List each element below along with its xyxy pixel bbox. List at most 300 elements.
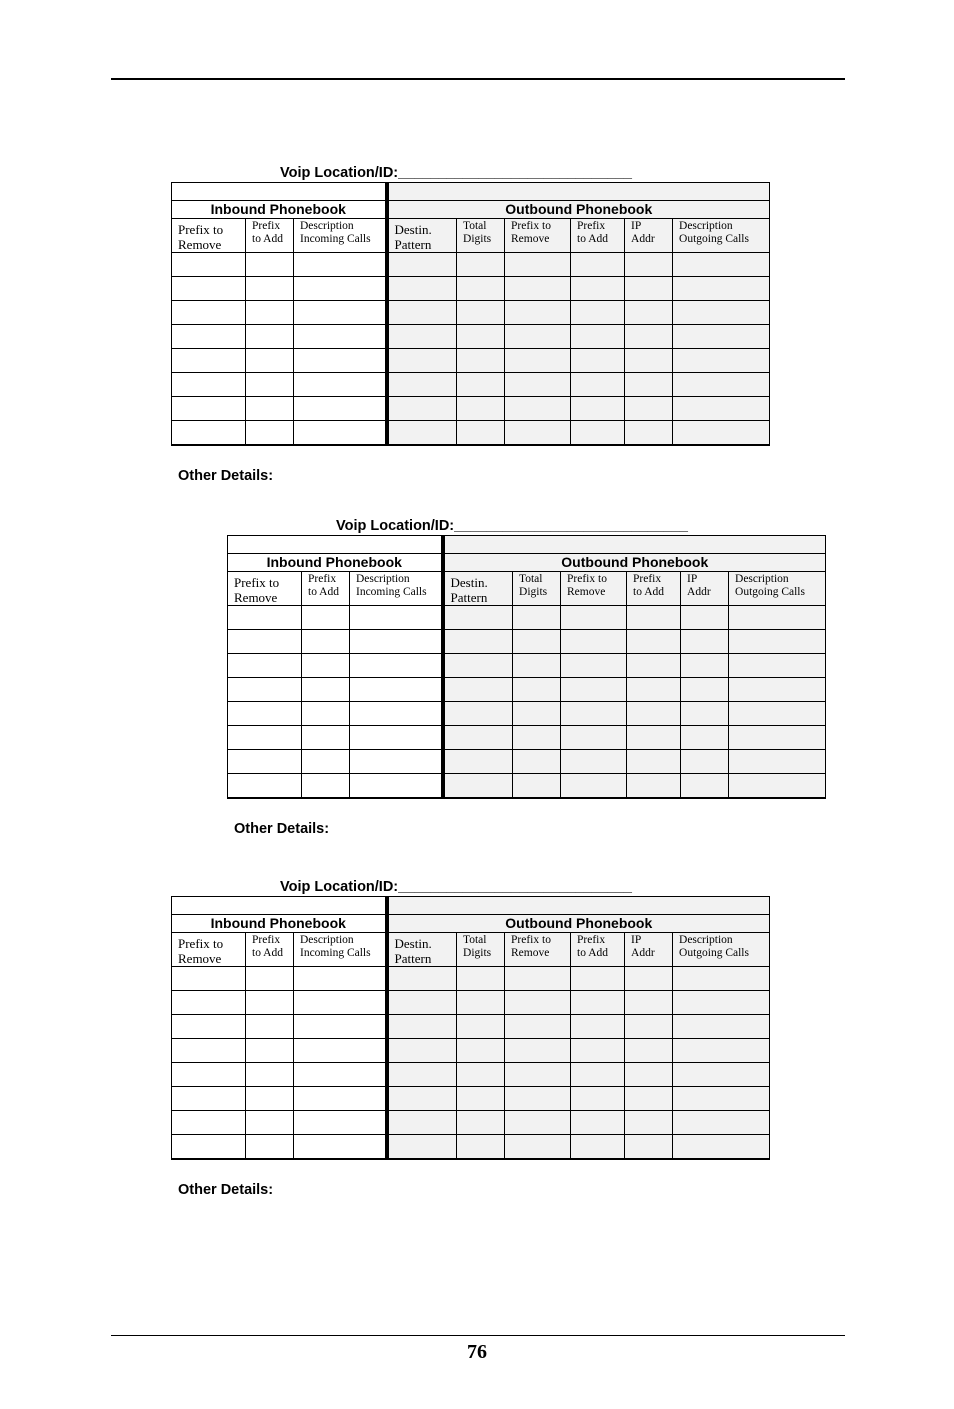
outbound-entry-cell[interactable] xyxy=(387,991,457,1015)
outbound-entry-cell[interactable] xyxy=(505,397,571,421)
outbound-entry-cell[interactable] xyxy=(387,277,457,301)
column-header-line: Prefix xyxy=(252,220,281,232)
outbound-entry-cell[interactable] xyxy=(571,1015,625,1039)
outbound-entry-cell[interactable] xyxy=(681,606,729,630)
inbound-entry-cell[interactable] xyxy=(294,1015,387,1039)
outbound-entry-cell[interactable] xyxy=(457,349,505,373)
inbound-blank-cell xyxy=(172,183,387,201)
inbound-entry-cell[interactable] xyxy=(228,774,302,799)
outbound-entry-cell[interactable] xyxy=(443,702,513,726)
outbound-entry-cell[interactable] xyxy=(505,421,571,446)
outbound-entry-cell[interactable] xyxy=(505,349,571,373)
inbound-entry-cell[interactable] xyxy=(246,421,294,446)
outbound-entry-cell[interactable] xyxy=(443,606,513,630)
outbound-entry-cell[interactable] xyxy=(443,678,513,702)
inbound-entry-cell[interactable] xyxy=(246,967,294,991)
outbound-entry-cell[interactable] xyxy=(673,373,770,397)
outbound-entry-cell[interactable] xyxy=(673,349,770,373)
page-number: 76 xyxy=(467,1341,487,1363)
outbound-entry-cell[interactable] xyxy=(513,726,561,750)
inbound-entry-cell[interactable] xyxy=(246,325,294,349)
outbound-entry-cell[interactable] xyxy=(571,277,625,301)
table-row xyxy=(228,726,826,750)
outbound-entry-cell[interactable] xyxy=(627,726,681,750)
inbound-entry-cell[interactable] xyxy=(172,1039,246,1063)
column-header-line: IP xyxy=(631,934,642,946)
column-header-line: Prefix to xyxy=(511,934,551,946)
outbound-column-header xyxy=(729,572,826,606)
outbound-entry-cell[interactable] xyxy=(457,325,505,349)
outbound-entry-cell[interactable] xyxy=(625,301,673,325)
outbound-entry-cell[interactable] xyxy=(571,1111,625,1135)
inbound-entry-cell[interactable] xyxy=(246,991,294,1015)
outbound-entry-cell[interactable] xyxy=(387,325,457,349)
outbound-entry-cell[interactable] xyxy=(673,325,770,349)
outbound-entry-cell[interactable] xyxy=(625,325,673,349)
outbound-entry-cell[interactable] xyxy=(561,774,627,799)
outbound-entry-cell[interactable] xyxy=(387,373,457,397)
outbound-entry-cell[interactable] xyxy=(681,630,729,654)
outbound-entry-cell[interactable] xyxy=(457,1063,505,1087)
outbound-entry-cell[interactable] xyxy=(505,1111,571,1135)
voip-location-label: Voip Location/ID:_____________________________ xyxy=(280,879,633,895)
outbound-entry-cell[interactable] xyxy=(673,1063,770,1087)
outbound-entry-cell[interactable] xyxy=(513,630,561,654)
outbound-entry-cell[interactable] xyxy=(627,654,681,678)
outbound-entry-cell[interactable] xyxy=(625,277,673,301)
outbound-entry-cell[interactable] xyxy=(505,301,571,325)
outbound-entry-cell[interactable] xyxy=(673,1015,770,1039)
inbound-entry-cell[interactable] xyxy=(302,726,350,750)
column-header-line: Destin. xyxy=(394,936,432,951)
outbound-entry-cell[interactable] xyxy=(387,1111,457,1135)
table-row xyxy=(228,606,826,630)
outbound-entry-cell[interactable] xyxy=(673,1087,770,1111)
table-row xyxy=(172,1039,770,1063)
outbound-entry-cell[interactable] xyxy=(571,1039,625,1063)
outbound-entry-cell[interactable] xyxy=(625,1039,673,1063)
outbound-entry-cell[interactable] xyxy=(561,702,627,726)
column-header-line: Addr xyxy=(631,233,655,245)
inbound-column-header xyxy=(172,219,246,253)
inbound-entry-cell[interactable] xyxy=(246,397,294,421)
column-header-line: Addr xyxy=(687,586,711,598)
outbound-entry-cell[interactable] xyxy=(673,1039,770,1063)
inbound-entry-cell[interactable] xyxy=(172,991,246,1015)
column-header-line: to Add xyxy=(308,586,339,598)
outbound-entry-cell[interactable] xyxy=(387,397,457,421)
column-header-line: Remove xyxy=(234,590,278,605)
inbound-entry-cell[interactable] xyxy=(228,702,302,726)
outbound-entry-cell[interactable] xyxy=(513,750,561,774)
inbound-entry-cell[interactable] xyxy=(172,301,246,325)
outbound-column-header xyxy=(443,572,513,606)
outbound-entry-cell[interactable] xyxy=(681,774,729,799)
outbound-entry-cell[interactable] xyxy=(457,967,505,991)
outbound-column-header xyxy=(513,572,561,606)
outbound-entry-cell[interactable] xyxy=(561,654,627,678)
inbound-entry-cell[interactable] xyxy=(302,606,350,630)
inbound-column-header xyxy=(172,933,246,967)
inbound-entry-cell[interactable] xyxy=(350,678,443,702)
outbound-entry-cell[interactable] xyxy=(505,277,571,301)
outbound-entry-cell[interactable] xyxy=(505,253,571,277)
outbound-entry-cell[interactable] xyxy=(681,702,729,726)
outbound-entry-cell[interactable] xyxy=(673,277,770,301)
outbound-entry-cell[interactable] xyxy=(443,774,513,799)
outbound-entry-cell[interactable] xyxy=(561,630,627,654)
inbound-phonebook-title: Inbound Phonebook xyxy=(172,915,387,933)
inbound-entry-cell[interactable] xyxy=(294,277,387,301)
outbound-entry-cell[interactable] xyxy=(443,750,513,774)
inbound-entry-cell[interactable] xyxy=(302,774,350,799)
phonebook-table xyxy=(227,535,826,799)
outbound-entry-cell[interactable] xyxy=(571,421,625,446)
column-header-line: Total xyxy=(463,934,487,946)
outbound-entry-cell[interactable] xyxy=(457,1135,505,1160)
outbound-column-header xyxy=(625,933,673,967)
outbound-entry-cell[interactable] xyxy=(561,606,627,630)
outbound-entry-cell[interactable] xyxy=(625,253,673,277)
column-header-line: Pattern xyxy=(394,237,432,252)
voip-location-label: Voip Location/ID:_____________________________ xyxy=(336,518,689,534)
outbound-entry-cell[interactable] xyxy=(681,654,729,678)
outbound-entry-cell[interactable] xyxy=(729,654,826,678)
table-row xyxy=(172,1111,770,1135)
inbound-entry-cell[interactable] xyxy=(228,726,302,750)
table-row xyxy=(172,277,770,301)
column-header-line: Incoming Calls xyxy=(356,586,427,598)
outbound-entry-cell[interactable] xyxy=(457,1039,505,1063)
outbound-entry-cell[interactable] xyxy=(387,1039,457,1063)
inbound-entry-cell[interactable] xyxy=(172,349,246,373)
inbound-entry-cell[interactable] xyxy=(350,774,443,799)
outbound-entry-cell[interactable] xyxy=(627,606,681,630)
column-header-line: Remove xyxy=(511,947,550,959)
inbound-entry-cell[interactable] xyxy=(172,397,246,421)
column-header-line: Digits xyxy=(463,233,492,245)
outbound-entry-cell[interactable] xyxy=(457,253,505,277)
inbound-entry-cell[interactable] xyxy=(350,750,443,774)
inbound-column-header xyxy=(350,572,443,606)
outbound-entry-cell[interactable] xyxy=(387,1135,457,1160)
inbound-entry-cell[interactable] xyxy=(294,991,387,1015)
outbound-entry-cell[interactable] xyxy=(625,991,673,1015)
outbound-entry-cell[interactable] xyxy=(561,750,627,774)
inbound-entry-cell[interactable] xyxy=(246,1063,294,1087)
outbound-entry-cell[interactable] xyxy=(443,654,513,678)
column-header-line: Remove xyxy=(178,951,222,966)
inbound-column-header xyxy=(228,572,302,606)
outbound-phonebook-title: Outbound Phonebook xyxy=(387,201,770,219)
outbound-column-header xyxy=(457,219,505,253)
outbound-entry-cell[interactable] xyxy=(505,1087,571,1111)
outbound-entry-cell[interactable] xyxy=(625,1135,673,1160)
outbound-entry-cell[interactable] xyxy=(627,750,681,774)
outbound-entry-cell[interactable] xyxy=(443,630,513,654)
outbound-entry-cell[interactable] xyxy=(673,1111,770,1135)
inbound-entry-cell[interactable] xyxy=(350,726,443,750)
column-header-line: Incoming Calls xyxy=(300,233,371,245)
outbound-entry-cell[interactable] xyxy=(387,1087,457,1111)
column-header-line: Total xyxy=(463,220,487,232)
table-row xyxy=(228,702,826,726)
inbound-entry-cell[interactable] xyxy=(172,967,246,991)
column-header-line: Prefix xyxy=(577,220,606,232)
inbound-entry-cell[interactable] xyxy=(246,277,294,301)
outbound-entry-cell[interactable] xyxy=(681,750,729,774)
outbound-entry-cell[interactable] xyxy=(513,606,561,630)
outbound-entry-cell[interactable] xyxy=(505,991,571,1015)
outbound-entry-cell[interactable] xyxy=(513,678,561,702)
table-row xyxy=(228,678,826,702)
inbound-entry-cell[interactable] xyxy=(246,349,294,373)
table-row xyxy=(228,750,826,774)
inbound-entry-cell[interactable] xyxy=(228,606,302,630)
outbound-entry-cell[interactable] xyxy=(627,774,681,799)
outbound-entry-cell[interactable] xyxy=(625,373,673,397)
outbound-entry-cell[interactable] xyxy=(505,325,571,349)
inbound-entry-cell[interactable] xyxy=(172,1063,246,1087)
column-header-line: Prefix xyxy=(633,573,662,585)
inbound-entry-cell[interactable] xyxy=(172,421,246,446)
outbound-entry-cell[interactable] xyxy=(729,630,826,654)
inbound-entry-cell[interactable] xyxy=(246,1087,294,1111)
column-header-line: Prefix to xyxy=(234,575,280,590)
inbound-entry-cell[interactable] xyxy=(294,967,387,991)
inbound-entry-cell[interactable] xyxy=(172,1111,246,1135)
inbound-entry-cell[interactable] xyxy=(350,702,443,726)
inbound-entry-cell[interactable] xyxy=(302,702,350,726)
inbound-entry-cell[interactable] xyxy=(172,277,246,301)
inbound-entry-cell[interactable] xyxy=(294,1039,387,1063)
inbound-entry-cell[interactable] xyxy=(228,750,302,774)
inbound-entry-cell[interactable] xyxy=(246,1015,294,1039)
outbound-entry-cell[interactable] xyxy=(387,1063,457,1087)
outbound-entry-cell[interactable] xyxy=(513,654,561,678)
outbound-entry-cell[interactable] xyxy=(673,253,770,277)
column-header-line: Digits xyxy=(519,586,548,598)
outbound-blank-cell xyxy=(443,536,826,554)
outbound-entry-cell[interactable] xyxy=(729,750,826,774)
inbound-column-header xyxy=(246,933,294,967)
outbound-entry-cell[interactable] xyxy=(729,606,826,630)
inbound-column-header xyxy=(246,219,294,253)
inbound-entry-cell[interactable] xyxy=(302,630,350,654)
outbound-entry-cell[interactable] xyxy=(387,967,457,991)
inbound-entry-cell[interactable] xyxy=(294,1087,387,1111)
inbound-entry-cell[interactable] xyxy=(228,678,302,702)
inbound-entry-cell[interactable] xyxy=(294,421,387,446)
inbound-entry-cell[interactable] xyxy=(350,630,443,654)
outbound-entry-cell[interactable] xyxy=(571,301,625,325)
outbound-entry-cell[interactable] xyxy=(457,991,505,1015)
outbound-entry-cell[interactable] xyxy=(387,301,457,325)
outbound-column-header xyxy=(673,219,770,253)
column-header-line: Incoming Calls xyxy=(300,947,371,959)
outbound-entry-cell[interactable] xyxy=(729,702,826,726)
inbound-entry-cell[interactable] xyxy=(350,654,443,678)
outbound-entry-cell[interactable] xyxy=(627,678,681,702)
outbound-column-header xyxy=(681,572,729,606)
outbound-entry-cell[interactable] xyxy=(505,373,571,397)
inbound-entry-cell[interactable] xyxy=(172,1015,246,1039)
column-header-line: to Add xyxy=(577,233,609,245)
column-header-line: Prefix to xyxy=(511,220,551,232)
table-row xyxy=(172,1015,770,1039)
inbound-entry-cell[interactable] xyxy=(172,1135,246,1160)
inbound-entry-cell[interactable] xyxy=(294,349,387,373)
outbound-entry-cell[interactable] xyxy=(513,702,561,726)
other-details-label: Other Details: xyxy=(178,1182,274,1198)
outbound-entry-cell[interactable] xyxy=(625,421,673,446)
inbound-entry-cell[interactable] xyxy=(172,325,246,349)
phonebook-table xyxy=(171,896,770,1160)
outbound-entry-cell[interactable] xyxy=(625,1015,673,1039)
table-row xyxy=(172,301,770,325)
outbound-entry-cell[interactable] xyxy=(387,1015,457,1039)
outbound-entry-cell[interactable] xyxy=(505,1015,571,1039)
outbound-entry-cell[interactable] xyxy=(571,253,625,277)
column-header-line: Prefix to xyxy=(567,573,607,585)
outbound-entry-cell[interactable] xyxy=(457,1111,505,1135)
outbound-entry-cell[interactable] xyxy=(561,678,627,702)
outbound-entry-cell[interactable] xyxy=(673,397,770,421)
column-header-line: Outgoing Calls xyxy=(735,586,805,598)
phonebook-table xyxy=(171,182,770,446)
table-row xyxy=(172,373,770,397)
outbound-blank-cell xyxy=(387,897,770,915)
outbound-entry-cell[interactable] xyxy=(729,774,826,799)
column-header-line: Description xyxy=(356,573,410,585)
outbound-entry-cell[interactable] xyxy=(625,1087,673,1111)
outbound-entry-cell[interactable] xyxy=(625,1063,673,1087)
outbound-entry-cell[interactable] xyxy=(625,349,673,373)
inbound-entry-cell[interactable] xyxy=(246,1135,294,1160)
column-header-line: Description xyxy=(735,573,789,585)
outbound-entry-cell[interactable] xyxy=(571,1063,625,1087)
outbound-entry-cell[interactable] xyxy=(625,967,673,991)
outbound-entry-cell[interactable] xyxy=(505,1135,571,1160)
inbound-entry-cell[interactable] xyxy=(294,1111,387,1135)
outbound-entry-cell[interactable] xyxy=(387,253,457,277)
outbound-entry-cell[interactable] xyxy=(571,325,625,349)
inbound-entry-cell[interactable] xyxy=(294,1063,387,1087)
inbound-column-header xyxy=(294,219,387,253)
inbound-phonebook-title: Inbound Phonebook xyxy=(172,201,387,219)
inbound-entry-cell[interactable] xyxy=(294,325,387,349)
inbound-entry-cell[interactable] xyxy=(350,606,443,630)
inbound-entry-cell[interactable] xyxy=(294,373,387,397)
column-header-line: Outgoing Calls xyxy=(679,233,749,245)
inbound-entry-cell[interactable] xyxy=(294,1135,387,1160)
inbound-entry-cell[interactable] xyxy=(302,654,350,678)
outbound-phonebook-title: Outbound Phonebook xyxy=(387,915,770,933)
outbound-column-header xyxy=(505,219,571,253)
table-row xyxy=(172,991,770,1015)
column-header-line: Prefix to xyxy=(178,222,224,237)
inbound-entry-cell[interactable] xyxy=(246,1111,294,1135)
outbound-entry-cell[interactable] xyxy=(457,421,505,446)
outbound-entry-cell[interactable] xyxy=(571,349,625,373)
outbound-column-header xyxy=(387,219,457,253)
outbound-entry-cell[interactable] xyxy=(681,726,729,750)
outbound-entry-cell[interactable] xyxy=(457,301,505,325)
outbound-column-header xyxy=(457,933,505,967)
outbound-entry-cell[interactable] xyxy=(571,967,625,991)
outbound-entry-cell[interactable] xyxy=(625,397,673,421)
outbound-entry-cell[interactable] xyxy=(571,991,625,1015)
inbound-entry-cell[interactable] xyxy=(246,373,294,397)
outbound-entry-cell[interactable] xyxy=(387,349,457,373)
outbound-entry-cell[interactable] xyxy=(627,630,681,654)
inbound-entry-cell[interactable] xyxy=(172,373,246,397)
outbound-entry-cell[interactable] xyxy=(457,277,505,301)
outbound-entry-cell[interactable] xyxy=(681,678,729,702)
outbound-entry-cell[interactable] xyxy=(673,991,770,1015)
inbound-entry-cell[interactable] xyxy=(172,1087,246,1111)
outbound-entry-cell[interactable] xyxy=(729,726,826,750)
column-header-line: Remove xyxy=(178,237,222,252)
outbound-entry-cell[interactable] xyxy=(443,726,513,750)
outbound-entry-cell[interactable] xyxy=(505,1063,571,1087)
outbound-entry-cell[interactable] xyxy=(571,397,625,421)
outbound-entry-cell[interactable] xyxy=(673,1135,770,1160)
outbound-entry-cell[interactable] xyxy=(571,1087,625,1111)
inbound-entry-cell[interactable] xyxy=(228,630,302,654)
inbound-entry-cell[interactable] xyxy=(294,253,387,277)
inbound-entry-cell[interactable] xyxy=(246,1039,294,1063)
column-header-line: Description xyxy=(679,220,733,232)
outbound-entry-cell[interactable] xyxy=(457,397,505,421)
outbound-entry-cell[interactable] xyxy=(673,301,770,325)
inbound-entry-cell[interactable] xyxy=(294,301,387,325)
outbound-blank-cell xyxy=(387,183,770,201)
table-row xyxy=(172,967,770,991)
outbound-entry-cell[interactable] xyxy=(505,967,571,991)
inbound-column-header xyxy=(294,933,387,967)
outbound-entry-cell[interactable] xyxy=(457,1087,505,1111)
inbound-entry-cell[interactable] xyxy=(302,750,350,774)
inbound-entry-cell[interactable] xyxy=(246,301,294,325)
outbound-entry-cell[interactable] xyxy=(457,373,505,397)
outbound-entry-cell[interactable] xyxy=(673,421,770,446)
outbound-entry-cell[interactable] xyxy=(571,1135,625,1160)
outbound-entry-cell[interactable] xyxy=(387,421,457,446)
column-header-line: Remove xyxy=(567,586,606,598)
outbound-entry-cell[interactable] xyxy=(571,373,625,397)
table-row xyxy=(228,654,826,678)
outbound-entry-cell[interactable] xyxy=(457,1015,505,1039)
inbound-entry-cell[interactable] xyxy=(246,253,294,277)
outbound-entry-cell[interactable] xyxy=(561,726,627,750)
table-row xyxy=(172,397,770,421)
other-details-label: Other Details: xyxy=(234,821,330,837)
outbound-entry-cell[interactable] xyxy=(729,678,826,702)
inbound-entry-cell[interactable] xyxy=(172,253,246,277)
inbound-entry-cell[interactable] xyxy=(228,654,302,678)
table-row xyxy=(172,1087,770,1111)
outbound-entry-cell[interactable] xyxy=(673,967,770,991)
inbound-entry-cell[interactable] xyxy=(302,678,350,702)
outbound-entry-cell[interactable] xyxy=(625,1111,673,1135)
inbound-entry-cell[interactable] xyxy=(294,397,387,421)
outbound-entry-cell[interactable] xyxy=(627,702,681,726)
voip-location-label: Voip Location/ID:_____________________________ xyxy=(280,165,633,181)
inbound-phonebook-title: Inbound Phonebook xyxy=(228,554,443,572)
outbound-entry-cell[interactable] xyxy=(505,1039,571,1063)
outbound-entry-cell[interactable] xyxy=(513,774,561,799)
